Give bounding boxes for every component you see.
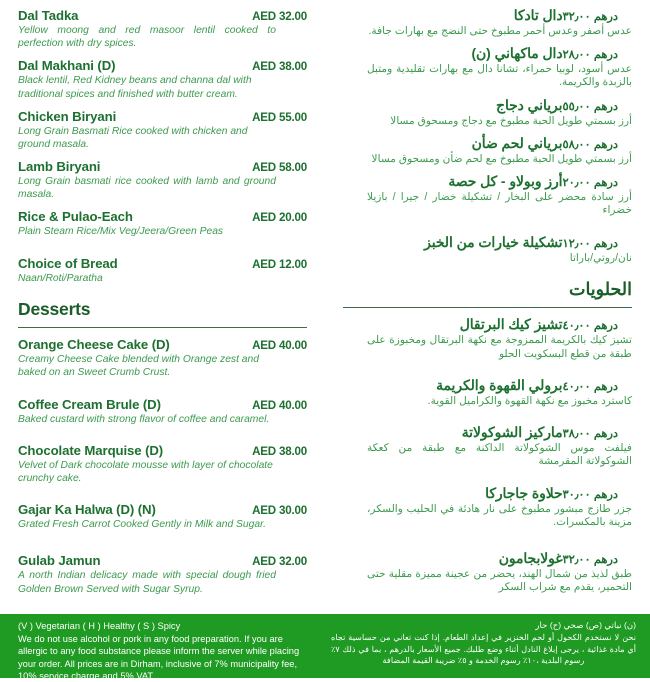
- spacer: [343, 416, 632, 425]
- menu-item: [343, 98, 632, 128]
- menu-item-description: أرز سادة محضر على البخار / تشكيلة خضار / جيرا / بازيلا خضراء: [367, 191, 632, 217]
- menu-item-header: [343, 98, 632, 114]
- menu-item-header: [18, 502, 307, 517]
- footer-legend-english: (V ) Vegetarian ( H ) Healthy ( S ) Spicy: [18, 621, 181, 631]
- menu-item-header: [18, 159, 307, 174]
- menu-item-description: Creamy Cheese Cake blended with Orange zest and baked on an Sweet Crumb Crust.: [18, 354, 259, 379]
- menu-item: [18, 502, 307, 531]
- menu-item-price: درهم ٣٢٫٠٠: [562, 554, 618, 567]
- menu-item-name: حلاوة جاجاركا: [485, 485, 563, 501]
- menu-item-name: Choice of Bread: [18, 255, 118, 271]
- menu-column-english: [0, 8, 325, 604]
- menu-item-price: درهم ٣٠٫٠٠: [562, 488, 618, 501]
- menu-item: [343, 551, 632, 594]
- menu-item-description: Yellow moong and red masoor lentil cooked to perfection with dry spices.: [18, 25, 276, 50]
- menu-item: [18, 58, 307, 100]
- menu-item-price: درهم ٥٥٫٠٠: [562, 100, 618, 113]
- spacer: [18, 493, 307, 502]
- footer-english: [0, 614, 325, 681]
- menu-item-description: A north Indian delicacy made with special dough fried Golden Brown Served with Sugar Syrup.: [18, 570, 276, 595]
- menu-item-header: [343, 551, 632, 567]
- spacer: [343, 477, 632, 486]
- menu-item-description: Naan/Roti/Paratha: [18, 272, 103, 284]
- spacer: [18, 539, 307, 553]
- menu-item-description: Long Grain Basmati Rice cooked with chicken and ground masala.: [18, 125, 248, 150]
- menu-item-name: دال ماكهاني (ن): [471, 46, 563, 62]
- menu-item-name: Dal Tadka: [18, 8, 79, 23]
- footer-note-english: We do not use alcohol or pork in any food preparation. If you are allergic to any food substance please inform the server while placing your order. All prices are in Dirham, inclusive of 7% municipality fee, 10% service charge and 5% VAT.: [18, 633, 300, 681]
- menu-footer: [0, 614, 650, 681]
- menu-item-header: [343, 425, 632, 441]
- menu-item-price: درهم ٤٠٫٠٠: [562, 320, 618, 333]
- menu-item-name: Dal Makhani (D): [18, 58, 116, 74]
- menu-item: [18, 337, 307, 379]
- menu-item-price: AED 30.00: [252, 504, 307, 518]
- menu-item-description: Velvet of Dark chocolate mousse with layer of chocolate crunchy cake.: [18, 459, 273, 484]
- spacer: [18, 247, 307, 256]
- section-desserts-english: [18, 299, 307, 329]
- menu-item-price: درهم ١٢٫٠٠: [562, 237, 618, 250]
- menu-item-header: [18, 58, 307, 73]
- menu-item-description: أرز بسمتي طويل الحبة مطبوخ مع لحم ضأن ومسحوق مسالا: [371, 152, 632, 165]
- menu-item-price: AED 55.00: [252, 110, 307, 124]
- section-title: Desserts: [18, 298, 91, 319]
- menu-item-header: [343, 235, 632, 251]
- menu-item-name: تشيز كيك البرتقال: [459, 317, 563, 333]
- spacer: [343, 537, 632, 551]
- menu-item: [343, 174, 632, 217]
- menu-item: [18, 256, 307, 285]
- menu-item-description: Black lentil, Red Kidney beans and channa dal with traditional spices and finished with butter cream.: [18, 75, 252, 100]
- footer-note-arabic: نحن لا نستخدم الكحول أو لحم الخنزير في إعداد الطعام. إذا كنت تعاني من حساسية تجاه أي مادة غذائية ، يرجى إبلاغ النادل أثناء وضع طلبك. جميع الأسعار بالدرهم ، بما في ذلك ٧٪ رسوم البلدية ،١٠٪ رسوم الخدمة و ٥٪ ضريبة القيمة المضافة: [331, 633, 636, 666]
- section-desserts-arabic: [343, 279, 632, 309]
- menu-item-price: AED 38.00: [252, 444, 307, 458]
- section-divider: [18, 327, 307, 329]
- menu-item: [18, 397, 307, 426]
- spacer: [18, 434, 307, 443]
- menu-item-description: جزر طازج مبشور مطبوخ على نار هادئة في الحليب والسكر، مزينة بالمكسرات.: [367, 502, 632, 528]
- menu-item-price: AED 38.00: [252, 60, 307, 74]
- spacer: [18, 388, 307, 397]
- menu-item-header: [343, 486, 632, 502]
- menu-item-name: Chocolate Marquise (D): [18, 442, 164, 458]
- menu-item: [18, 443, 307, 485]
- menu-item: [18, 8, 307, 50]
- menu-item: [343, 317, 632, 360]
- menu-item-description: Grated Fresh Carrot Cooked Gently in Milk and Sugar.: [18, 519, 266, 531]
- menu-item-description: عدس أصفر وعدس أحمر مطبوخ حتى النضج مع بهارات جافة.: [368, 25, 632, 37]
- menu-item-description: تشيز كيك بالكريمة الممزوجة مع نكهة البرتقال ومخبوزة على طبقة من قطع البسكويت الحلو: [367, 334, 632, 360]
- menu-item: [343, 378, 632, 408]
- menu-item-header: [18, 337, 307, 352]
- menu-item-header: [18, 209, 307, 224]
- menu-item-description: كاسترد مخبوز مع نكهة القهوة والكراميل القوية.: [427, 394, 632, 407]
- menu-item: [343, 46, 632, 89]
- menu-item: [343, 136, 632, 166]
- menu-item-name: Orange Cheese Cake (D): [18, 337, 170, 353]
- menu-item-description: نان/روتي/باراتا: [569, 251, 632, 264]
- menu-item: [18, 553, 307, 595]
- menu-item-description: فيلفت موس الشوكولاتة الداكنة مع طبقة من كعكة الشوكولاتة المقرمشة: [367, 442, 632, 468]
- menu-item-name: Chicken Biryani: [18, 108, 117, 124]
- menu-item-price: درهم ٣٢٫٠٠: [562, 11, 618, 23]
- menu-column-arabic: [325, 8, 650, 604]
- menu-item-name: برياني لحم ضأن: [471, 135, 563, 151]
- menu-item-name: برولي القهوة والكريمة: [436, 377, 563, 393]
- menu-item-header: [343, 378, 632, 394]
- menu-item-price: AED 40.00: [252, 398, 307, 412]
- section-divider: [343, 307, 632, 309]
- menu-item-header: [18, 8, 307, 23]
- menu-item-price: درهم ٣٨٫٠٠: [562, 428, 618, 441]
- menu-item-header: [18, 109, 307, 124]
- spacer: [343, 369, 632, 378]
- menu-item-price: AED 20.00: [252, 211, 307, 225]
- menu-item-header: [343, 136, 632, 152]
- menu-item-description: عدس أسود، لوبيا حمراء، تشانا دال مع بهارات تقليدية ومتبل بالزبدة والكريمة.: [367, 63, 632, 89]
- menu-item-name: ماركيز الشوكولاتة: [461, 425, 563, 441]
- menu-item-price: AED 32.00: [252, 555, 307, 569]
- menu-item: [18, 109, 307, 151]
- menu-item-name: تشكيلة خيارات من الخبز: [424, 234, 563, 250]
- menu-item-price: AED 40.00: [252, 339, 307, 353]
- menu-item-name: أرز وبولاو - كل حصة: [448, 174, 563, 190]
- menu-item-description: Baked custard with strong flavor of coffee and caramel.: [18, 413, 270, 425]
- menu-item-header: [18, 256, 307, 271]
- menu-item-header: [18, 443, 307, 458]
- menu-item-header: [343, 8, 632, 24]
- menu-item-name: غولابجامون: [498, 551, 563, 567]
- menu-item-header: [18, 397, 307, 412]
- menu-item: [343, 235, 632, 265]
- menu-item-price: درهم ٤٠٫٠٠: [562, 380, 618, 393]
- menu-item: [343, 8, 632, 38]
- menu-item-name: Coffee Cream Brule (D): [18, 396, 161, 412]
- menu-item-price: درهم ٢٠٫٠٠: [562, 177, 618, 190]
- menu-item-price: AED 12.00: [252, 257, 307, 271]
- footer-arabic: [325, 614, 650, 678]
- menu-item: [18, 159, 307, 201]
- menu-item-description: Plain Steam Rice/Mix Veg/Jeera/Green Peas: [18, 226, 224, 238]
- footer-legend-arabic: (ن) نباتي (ص) صحي (ح) حار: [535, 620, 636, 630]
- menu-item-name: Rice & Pulao-Each: [18, 209, 133, 225]
- menu-item-header: [18, 553, 307, 568]
- menu-item-header: [343, 46, 632, 62]
- spacer: [343, 226, 632, 235]
- menu-item: [18, 209, 307, 238]
- menu-item-name: دال تادكا: [513, 8, 563, 23]
- menu-item-name: برياني دجاج: [496, 97, 563, 113]
- menu-item-price: AED 32.00: [252, 10, 307, 23]
- menu-item-description: Long Grain basmati rice cooked with lamb and ground masala.: [18, 176, 276, 201]
- menu-item-price: درهم ٥٨٫٠٠: [562, 138, 618, 151]
- menu-item-name: Gulab Jamun: [18, 553, 101, 569]
- menu-item-price: AED 58.00: [252, 161, 307, 175]
- menu-item-description: أرز بسمتي طويل الحبة مطبوخ مع دجاج ومسحوق مسالا: [390, 114, 632, 127]
- menu-item-header: [343, 317, 632, 333]
- menu-item-name: Lamb Biryani: [18, 159, 101, 175]
- menu-item-price: درهم ٢٨٫٠٠: [562, 49, 618, 62]
- menu-item: [343, 486, 632, 529]
- menu-item-name: Gajar Ka Halwa (D) (N): [18, 502, 156, 518]
- menu-item-header: [343, 174, 632, 190]
- menu-item-description: طبق لذيذ من شمال الهند، يحضر من عجينة مميزة مقلية حتى التحمير، يقدم مع شراب السكر: [367, 568, 632, 594]
- section-title: الحلويات: [568, 278, 632, 299]
- menu-item: [343, 425, 632, 468]
